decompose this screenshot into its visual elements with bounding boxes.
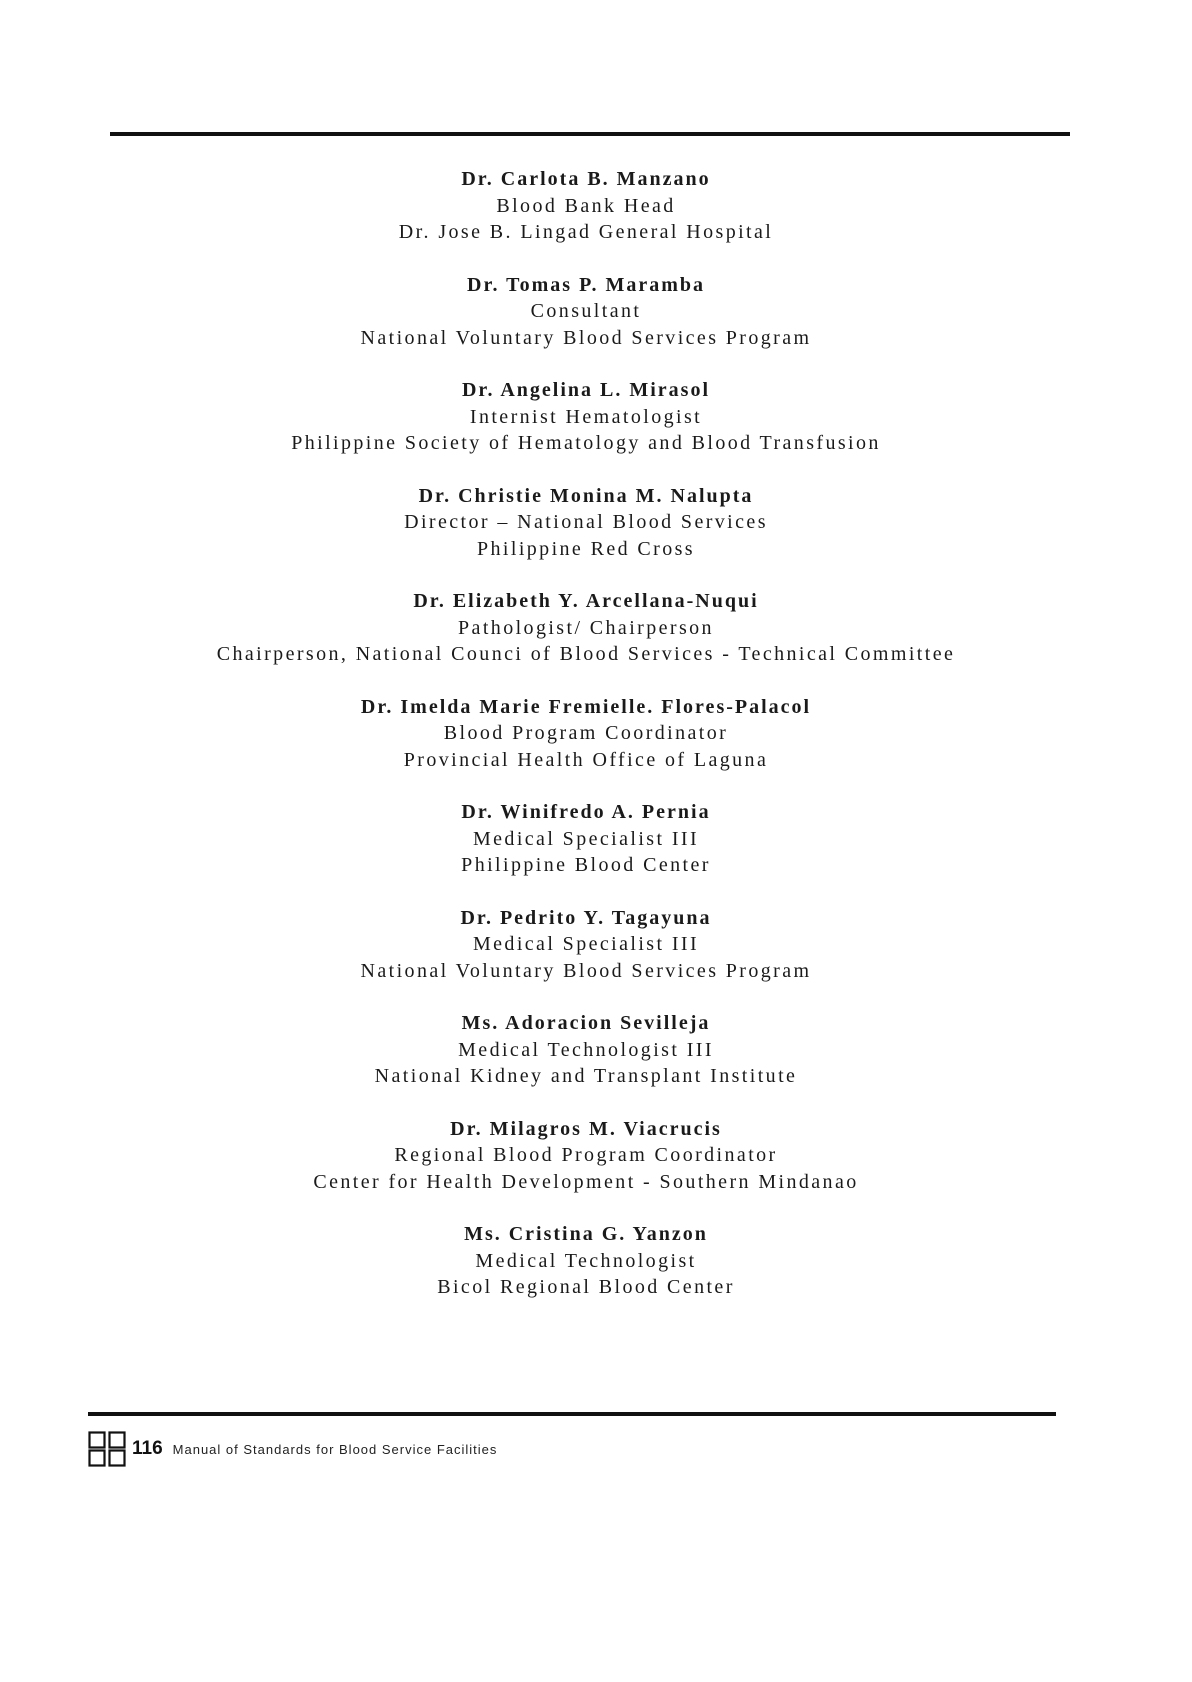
contributor-name: Dr. Milagros M. Viacrucis [450, 1117, 722, 1140]
contributor-list [0, 166, 1172, 1327]
contributor-entry [0, 166, 1172, 246]
contributor-name: Dr. Pedrito Y. Tagayuna [460, 906, 712, 929]
page-footer [88, 1431, 497, 1467]
contributor-entry [0, 588, 1172, 668]
contributor-affiliation: Provincial Health Office of Laguna [403, 748, 769, 771]
contributor-name: Dr. Imelda Marie Fremielle. Flores-Palacol [360, 695, 812, 718]
contributor-entry [0, 483, 1172, 563]
contributor-affiliation: Dr. Jose B. Lingad General Hospital [398, 221, 774, 243]
contributor-title: Blood Bank Head [496, 194, 676, 217]
contributor-affiliation: Center for Health Development - Southern Mindanao [313, 1170, 859, 1193]
contributor-title: Blood Program Coordinator [443, 722, 729, 744]
contributor-affiliation: Philippine Society of Hematology and Blood Transfusion [291, 432, 881, 454]
contributor-entry [0, 799, 1172, 879]
contributor-title: Medical Technologist [475, 1249, 697, 1272]
contributor-entry [0, 905, 1172, 985]
contributor-affiliation: Philippine Blood Center [461, 854, 711, 876]
contributor-affiliation: National Voluntary Blood Services Program [360, 959, 812, 982]
contributor-title: Internist Hematologist [469, 405, 703, 428]
contributor-title: Medical Specialist III [472, 933, 700, 955]
contributor-title: Regional Blood Program Coordinator [394, 1144, 778, 1166]
contributor-affiliation: Philippine Red Cross [476, 537, 695, 560]
contributor-title: Pathologist/ Chairperson [458, 616, 714, 639]
contributor-affiliation: National Kidney and Transplant Institute [374, 1065, 798, 1087]
contributor-name: Ms. Cristina G. Yanzon [464, 1223, 708, 1245]
contributor-entry [0, 1116, 1172, 1196]
manual-logo-icon [88, 1431, 126, 1467]
contributor-entry [0, 694, 1172, 774]
page-number: 116 [132, 1438, 163, 1459]
bottom-rule [88, 1412, 1056, 1416]
contributor-name: Dr. Tomas P. Maramba [467, 273, 705, 296]
contributor-affiliation: Bicol Regional Blood Center [437, 1276, 735, 1298]
contributor-entry [0, 1010, 1172, 1090]
contributor-name: Dr. Angelina L. Mirasol [461, 379, 711, 401]
contributor-name: Ms. Adoracion Sevilleja [461, 1012, 711, 1034]
contributor-entry [0, 272, 1172, 352]
contributor-entry [0, 1221, 1172, 1301]
contributor-entry [0, 377, 1172, 457]
contributor-name: Dr. Carlota B. Manzano [461, 168, 711, 190]
contributor-name: Dr. Elizabeth Y. Arcellana-Nuqui [413, 590, 759, 612]
contributor-title: Director – National Blood Services [404, 511, 768, 533]
top-rule [110, 132, 1070, 136]
contributor-affiliation: Chairperson, National Counci of Blood Services - Technical Committee [216, 643, 956, 665]
contributor-title: Medical Technologist III [458, 1038, 714, 1061]
contributor-name: Dr. Winifredo A. Pernia [461, 801, 711, 823]
contributor-title: Consultant [530, 300, 642, 322]
contributor-name: Dr. Christie Monina M. Nalupta [418, 484, 754, 507]
footer-title: Manual of Standards for Blood Service Facilities [172, 1441, 498, 1457]
contributor-affiliation: National Voluntary Blood Services Program [360, 326, 812, 349]
contributor-title: Medical Specialist III [472, 827, 700, 850]
